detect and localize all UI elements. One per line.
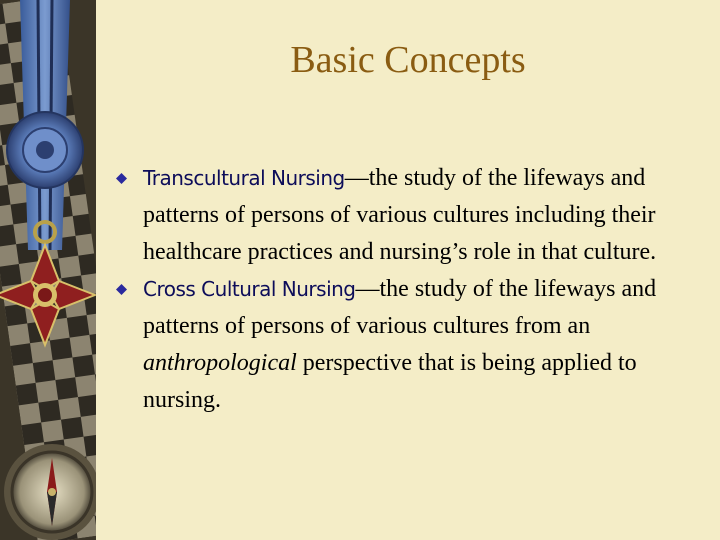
term-cross-cultural-nursing: Cross Cultural Nursing (143, 277, 356, 301)
bullet-list (116, 160, 706, 419)
em-dash: — (344, 165, 369, 191)
definition-text: the study of the lifeways and patterns of persons of various cultures including their healthcare practices and nursing’s role in that culture. (143, 165, 657, 265)
definition-text-part2: perspective that is being applied to nursing. (143, 350, 637, 413)
diamond-bullet-icon (116, 173, 127, 184)
diamond-bullet-icon (116, 284, 127, 295)
definition-text-part1: the study of the lifeways and patterns of persons of various cultures from an (143, 276, 657, 339)
bullet-cross-cultural-nursing (116, 271, 706, 419)
em-dash: — (355, 276, 380, 302)
term-transcultural-nursing: Transcultural Nursing (143, 166, 345, 190)
bullet-transcultural-nursing (116, 160, 706, 271)
slide-title: Basic Concepts (290, 39, 526, 81)
medal-and-compass-image (0, 0, 96, 540)
definition-emphasis: anthropological (143, 350, 297, 376)
